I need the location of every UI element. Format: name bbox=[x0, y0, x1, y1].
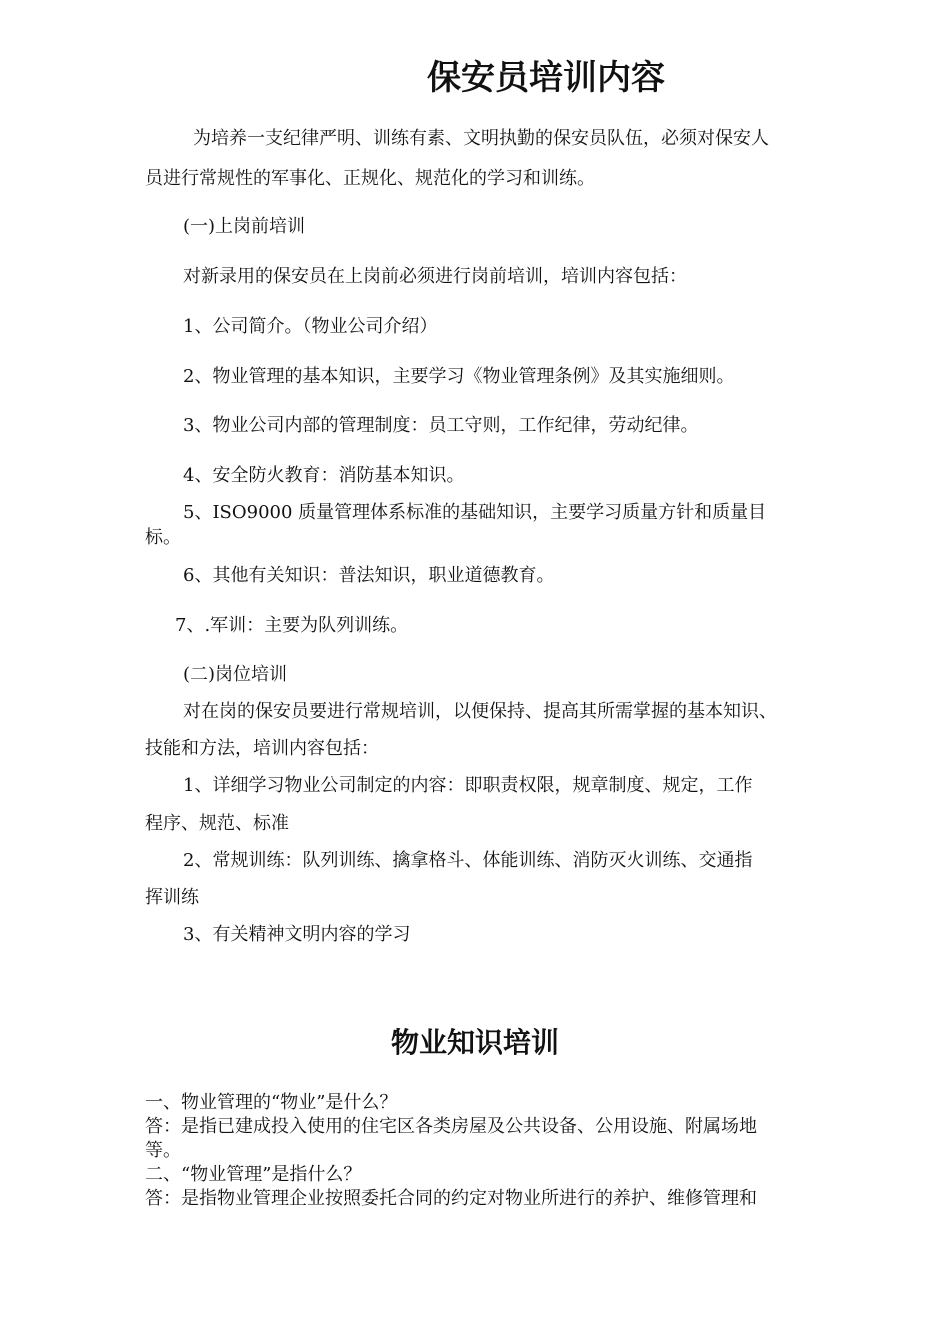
qa-line: 答：是指已建成投入使用的住宅区各类房屋及公共设备、公用设施、附属场地 bbox=[145, 1116, 757, 1137]
qa-line: 一、物业管理的“物业”是什么？ bbox=[145, 1092, 398, 1113]
list-item: 5、ISO9000 质量管理体系标准的基础知识，主要学习质量方针和质量目 bbox=[183, 502, 767, 523]
list-item: 3、物业公司内部的管理制度：员工守则，工作纪律，劳动纪律。 bbox=[183, 415, 699, 436]
pre-job-training-intro: 对新录用的保安员在上岗前必须进行岗前培训，培训内容包括： bbox=[183, 266, 687, 287]
section-heading-pre-job-training: (一)上岗前培训 bbox=[183, 216, 306, 237]
on-job-training-intro-line-2: 技能和方法，培训内容包括： bbox=[145, 738, 379, 759]
section-heading-on-job-training: (二)岗位培训 bbox=[183, 664, 288, 685]
list-item: 7、.军训：主要为队列训练。 bbox=[175, 615, 409, 636]
list-item: 6、其他有关知识：普法知识，职业道德教育。 bbox=[183, 565, 555, 586]
qa-line: 等。 bbox=[145, 1140, 181, 1161]
intro-paragraph-line-2: 员进行常规性的军事化、正规化、规范化的学习和训练。 bbox=[145, 168, 595, 189]
list-item: 2、物业管理的基本知识，主要学习《物业管理条例》及其实施细则。 bbox=[183, 366, 735, 387]
qa-line: 答：是指物业管理企业按照委托合同的约定对物业所进行的养护、维修管理和 bbox=[145, 1188, 757, 1209]
intro-paragraph-line-1: 为培养一支纪律严明、训练有素、文明执勤的保安员队伍，必须对保安人 bbox=[193, 128, 769, 149]
list-item: 4、安全防火教育：消防基本知识。 bbox=[183, 465, 465, 486]
list-item: 1、详细学习物业公司制定的内容：即职责权限，规章制度、规定，工作 bbox=[183, 775, 753, 796]
list-item-continuation: 程序、规范、标准 bbox=[145, 813, 289, 834]
list-item: 2、常规训练：队列训练、擒拿格斗、体能训练、消防灭火训练、交通指 bbox=[183, 850, 753, 871]
list-item-continuation: 挥训练 bbox=[145, 887, 199, 908]
qa-line: 二、“物业管理”是指什么？ bbox=[145, 1164, 362, 1185]
list-item: 3、有关精神文明内容的学习 bbox=[183, 924, 411, 945]
section-title-property-knowledge: 物业知识培训 bbox=[390, 1026, 559, 1059]
document-title: 保安员培训内容 bbox=[427, 58, 665, 98]
list-item-continuation: 标。 bbox=[145, 527, 181, 548]
on-job-training-intro-line-1: 对在岗的保安员要进行常规培训，以便保持、提高其所需掌握的基本知识、 bbox=[183, 701, 777, 722]
list-item: 1、公司简介。（物业公司介绍） bbox=[183, 316, 438, 337]
